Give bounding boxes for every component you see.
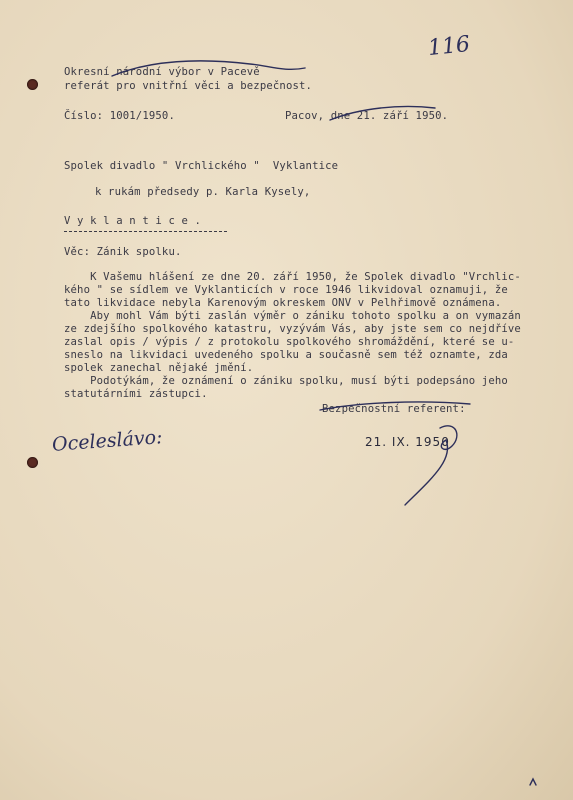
reference-number: Číslo: 1001/1950. xyxy=(64,110,175,122)
header-overwrite-scribble xyxy=(112,61,305,76)
received-date-stamp: 21. IX. 1950 xyxy=(365,435,450,449)
body-line: Aby mohl Vám býti zaslán výměr o zániku tohoto spolku a on vymazán xyxy=(64,310,521,322)
body-line: statutárními zástupci. xyxy=(64,388,208,400)
signature-title: Bezpečnostní referent: xyxy=(322,403,466,415)
office-name: Okresní národní výbor v Pacevě xyxy=(64,66,260,78)
body-line: ze zdejšího spolkového katastru, vyzývám Vás, aby jste sem co nejdříve xyxy=(64,323,521,335)
body-line: sneslo na likvidaci uvedeného spolku a současně sem též oznamte, zda xyxy=(64,349,508,361)
page-margin-mark xyxy=(530,779,536,785)
subject-line: Věc: Zánik spolku. xyxy=(64,246,182,258)
referent-overwrite-scribble xyxy=(320,402,470,410)
body-line: zaslal opis / výpis / z protokolu spolkového shromáždění, které se u- xyxy=(64,336,515,348)
addressee-place: V y k l a n t i c e . xyxy=(64,215,202,227)
document-date: Pacov, dne 21. září 1950. xyxy=(285,110,449,122)
body-line: kého " se sídlem ve Vyklanticích v roce 1946 likvidoval oznamuji, že xyxy=(64,284,508,296)
date-overwrite-scribble xyxy=(330,107,435,121)
addressee-attention: k rukám předsedy p. Karla Kysely, xyxy=(95,186,311,198)
addressee-name: Spolek divadlo " Vrchlického " Vyklantice xyxy=(64,160,339,172)
body-line: K Vašemu hlášení ze dne 20. září 1950, že Spolek divadlo "Vrchlic- xyxy=(64,271,521,283)
body-line: Podotýkám, že oznámení o zániku spolku, musí býti podepsáno jeho xyxy=(64,375,508,387)
office-department: referát pro vnitřní věci a bezpečnost. xyxy=(64,80,313,92)
handwritten-note: Oceleslávo: xyxy=(51,426,164,456)
body-line: spolek zanechal nějaké jmění. xyxy=(64,362,254,374)
body-line: tato likvidace nebyla Karenovým okreskem ONV v Pelhřimově oznámena. xyxy=(64,297,502,309)
stamp-signature-scribble xyxy=(405,426,457,505)
page-number-handwritten: 116 xyxy=(426,31,472,62)
